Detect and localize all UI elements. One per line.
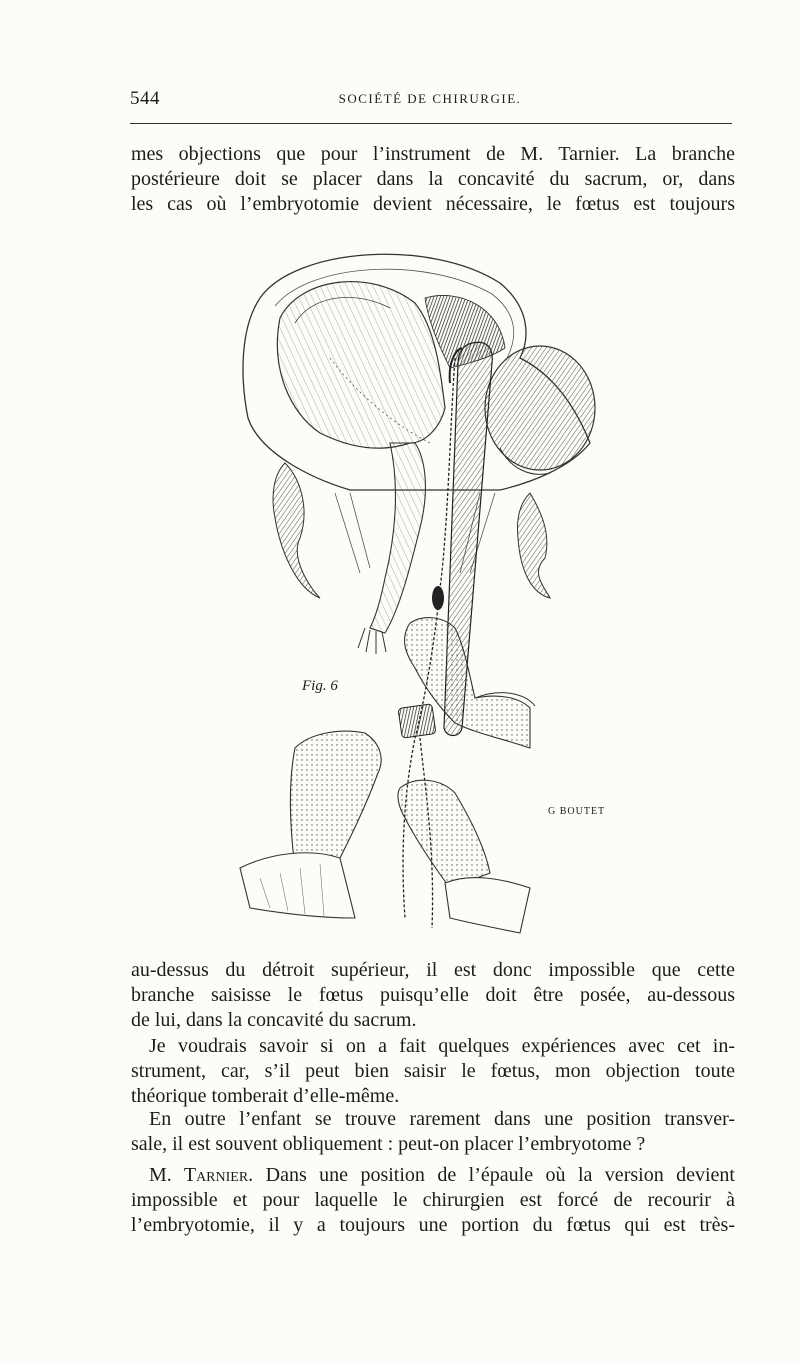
speaker-text: Dans une position de l’épaule où la version devient xyxy=(253,1164,735,1186)
text-line: au-dessus du détroit supérieur, il est donc impossible que cette xyxy=(131,959,735,981)
engraving-illustration xyxy=(200,228,630,958)
engraver-signature: G BOUTET xyxy=(548,806,606,817)
engraving-figure xyxy=(200,228,630,958)
text-line: postérieure doit se placer dans la concavité du sacrum, or, dans xyxy=(131,168,735,190)
text-line: Je voudrais savoir si on a fait quelques expériences avec cet in- xyxy=(149,1035,735,1057)
figure-label: Fig. 6 xyxy=(302,678,338,694)
text-line: sale, il est souvent obliquement : peut-on placer l’embryotome ? xyxy=(131,1133,646,1155)
text-line: strument, car, s’il peut bien saisir le fœtus, mon objection toute xyxy=(131,1060,735,1082)
paragraph-bottom xyxy=(131,958,735,1033)
text-line: les cas où l’embryotomie devient nécessaire, le fœtus est toujours xyxy=(131,193,735,215)
header-rule xyxy=(130,123,732,124)
paragraph-3 xyxy=(131,1107,735,1157)
page-header xyxy=(130,88,730,114)
text-line: l’embryotomie, il y a toujours une portion du fœtus qui est très- xyxy=(131,1214,735,1236)
speaker-name: M. Tarnier. xyxy=(149,1164,254,1186)
paragraph-top xyxy=(131,142,735,217)
running-head: SOCIÉTÉ DE CHIRURGIE. xyxy=(338,91,522,106)
text-line: de lui, dans la concavité du sacrum. xyxy=(131,1009,417,1031)
text-line: mes objections que pour l’instrument de M. Tarnier. La branche xyxy=(131,143,735,165)
text-line: branche saisisse le fœtus puisqu’elle doit être posée, au-dessous xyxy=(131,984,735,1006)
text-line: En outre l’enfant se trouve rarement dans une position transver- xyxy=(149,1108,735,1130)
text-line: impossible et pour laquelle le chirurgien est forcé de recourir à xyxy=(131,1189,735,1211)
paragraph-2 xyxy=(131,1034,735,1109)
text-line xyxy=(131,1163,735,1188)
text-line: théorique tomberait d’elle-même. xyxy=(131,1085,400,1107)
paragraph-4 xyxy=(131,1163,735,1238)
page-number: 544 xyxy=(130,88,160,109)
